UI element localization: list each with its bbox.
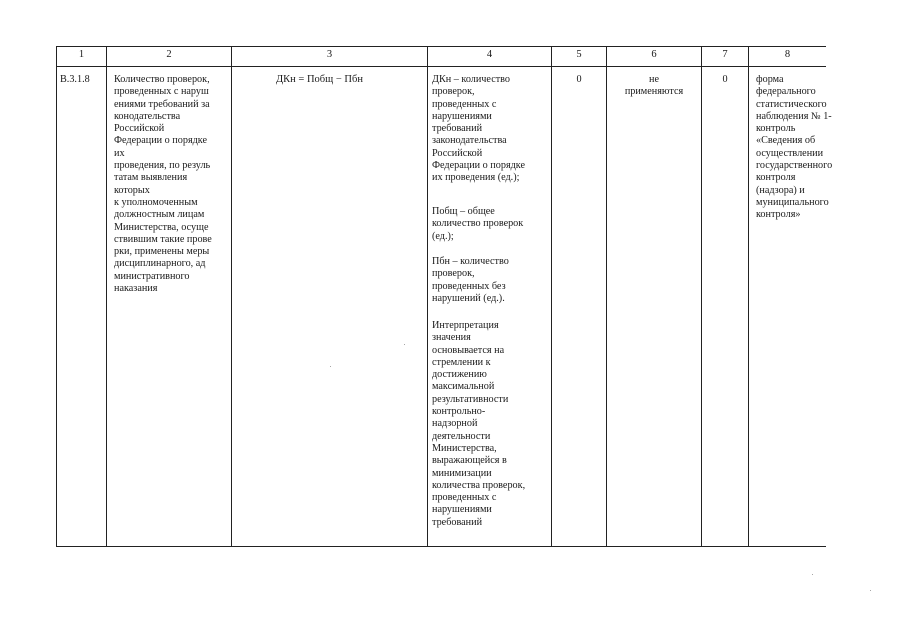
- header-col-6: 6: [651, 49, 657, 60]
- col-divider-4: [551, 46, 552, 547]
- indicator-formula: ДКн = Побщ − Пбн: [276, 74, 363, 85]
- col-divider-0: [56, 46, 57, 547]
- header-col-4: 4: [486, 49, 493, 60]
- col-divider-2: [231, 46, 232, 547]
- header-col-7: 7: [722, 49, 728, 60]
- interpretation-text: Интерпретация значения основывается на стремлении к достижению максимальной результативности контрольно- надзорной деятельности Министерства, выражающейся в минимизации количества проверок, проведенных с нарушениями требований: [432, 320, 526, 528]
- col-divider-6: [701, 46, 702, 547]
- header-col-8: 8: [784, 49, 791, 60]
- row-code: В.3.1.8: [60, 74, 90, 85]
- col-divider-3: [427, 46, 428, 547]
- scan-speck: [404, 344, 405, 345]
- header-col-5: 5: [576, 49, 582, 60]
- table-top-border: [56, 46, 826, 47]
- header-bottom-border: [56, 66, 826, 67]
- scan-speck: [330, 366, 331, 367]
- indicator-name: Количество проверок, проведенных с наруш ениями требований за конодательства Российской Федерации о порядке их проведения, по резуль татам выявления которых к уполномоченным должностным лицам Министерства, осуще ствившим такие прове рки, применены меры дисциплинарного, ад министративного наказания: [114, 74, 212, 295]
- col7-value: 0: [722, 74, 728, 85]
- header-col-1: 1: [78, 49, 85, 60]
- table-bottom-border: [56, 546, 826, 547]
- col5-value: 0: [576, 74, 582, 85]
- col-divider-5: [606, 46, 607, 547]
- col-divider-1: [106, 46, 107, 547]
- scan-speck: [812, 574, 813, 575]
- formula-description-1: ДКн – количество проверок, проведенных с нарушениями требований законодательства Российской Федерации о порядке их проведения (ед.);: [432, 74, 526, 184]
- header-col-3: 3: [326, 49, 333, 60]
- header-col-2: 2: [166, 49, 172, 60]
- formula-description-3: Пбн – количество проверок, проведенных без нарушений (ед.).: [432, 256, 509, 304]
- formula-description-2: Побщ – общее количество проверок (ед.);: [432, 206, 524, 242]
- col-divider-7: [748, 46, 749, 547]
- col6-value: не применяются: [624, 74, 684, 98]
- data-source: форма федерального статистического наблюдения № 1- контроль «Сведения об осуществлении государственного контроля (надзора) и муниципального контроля»: [756, 74, 833, 221]
- scan-speck: [870, 590, 871, 591]
